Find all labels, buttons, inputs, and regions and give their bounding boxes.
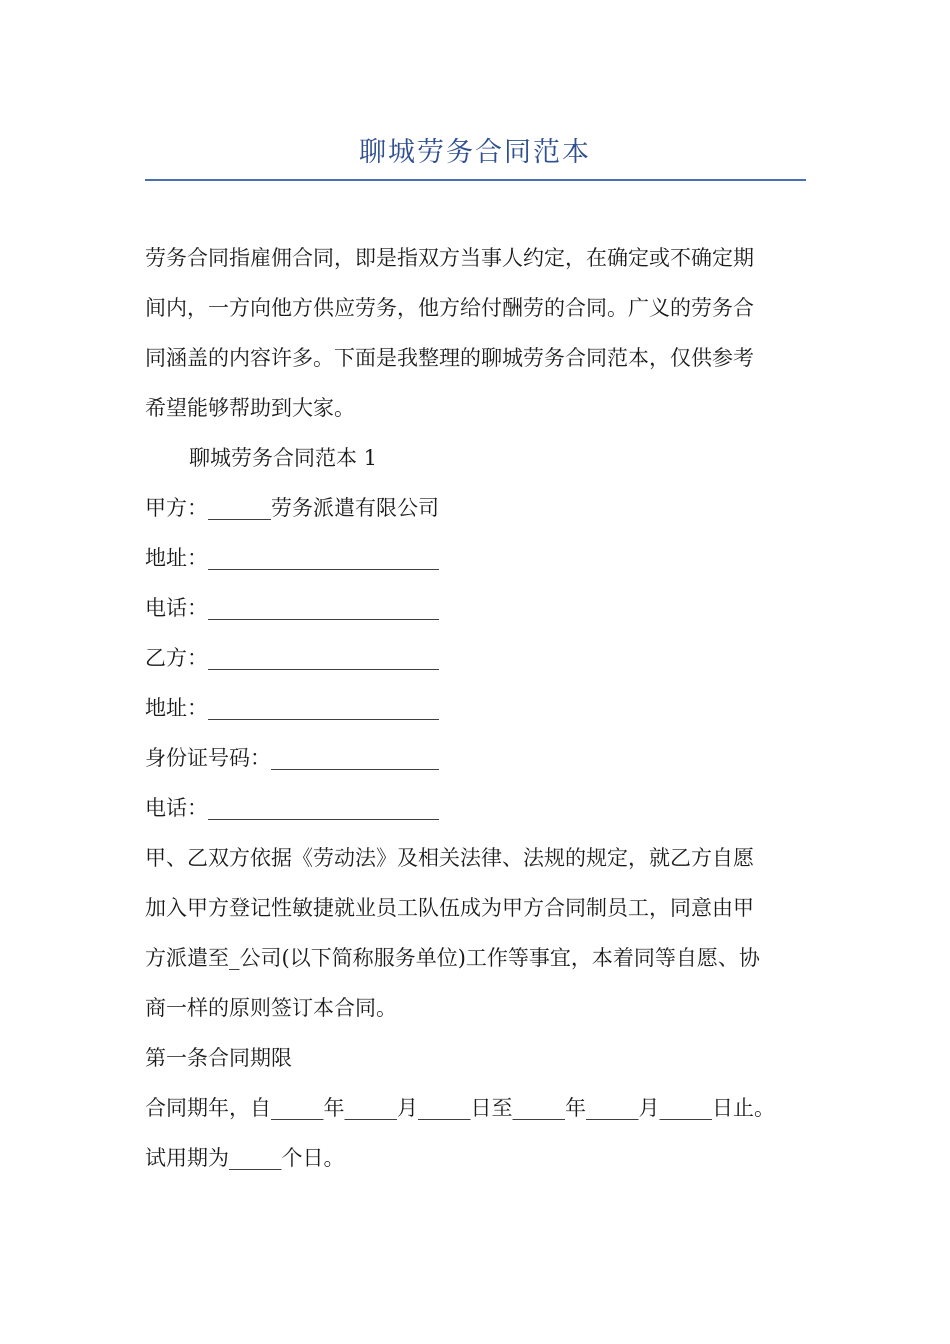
article-1-line-2: 试用期为_____个日。 (145, 1146, 345, 1170)
party-a-field: 甲方：______劳务派遣有限公司 (145, 496, 439, 520)
address-b-field: 地址：______________________ (145, 696, 439, 720)
party-b-field: 乙方：______________________ (145, 646, 439, 670)
intro-line-1: 劳务合同指雇佣合同，即是指双方当事人约定，在确定或不确定期 (145, 246, 754, 270)
document-title: 聊城劳务合同范本 (359, 137, 591, 168)
preamble-line-3: 方派遣至_公司(以下简称服务单位)工作等事宜，本着同等自愿、协 (145, 946, 760, 970)
intro-line-2: 间内，一方向他方供应劳务，他方给付酬劳的合同。广义的劳务合 (145, 296, 754, 320)
address-a-field: 地址：______________________ (145, 546, 439, 570)
title-underline (145, 179, 806, 181)
document-body (145, 233, 810, 1183)
intro-line-3: 同涵盖的内容许多。下面是我整理的聊城劳务合同范本，仅供参考 (145, 346, 754, 370)
preamble-line-4: 商一样的原则签订本合同。 (145, 996, 397, 1020)
phone-a-field: 电话：______________________ (145, 596, 439, 620)
article-1-line-1: 合同期年，自_____年_____月_____日至_____年_____月_____日止。 (145, 1096, 775, 1120)
id-number-field: 身份证号码：________________ (145, 746, 439, 770)
preamble-line-2: 加入甲方登记性敏捷就业员工队伍成为甲方合同制员工，同意由甲 (145, 896, 754, 920)
preamble-line-1: 甲、乙双方依据《劳动法》及相关法律、法规的规定，就乙方自愿 (145, 846, 754, 870)
intro-line-4: 希望能够帮助到大家。 (145, 396, 355, 420)
section-heading: 聊城劳务合同范本 1 (189, 446, 378, 470)
article-1-heading: 第一条合同期限 (145, 1046, 292, 1070)
phone-b-field: 电话：______________________ (145, 796, 439, 820)
